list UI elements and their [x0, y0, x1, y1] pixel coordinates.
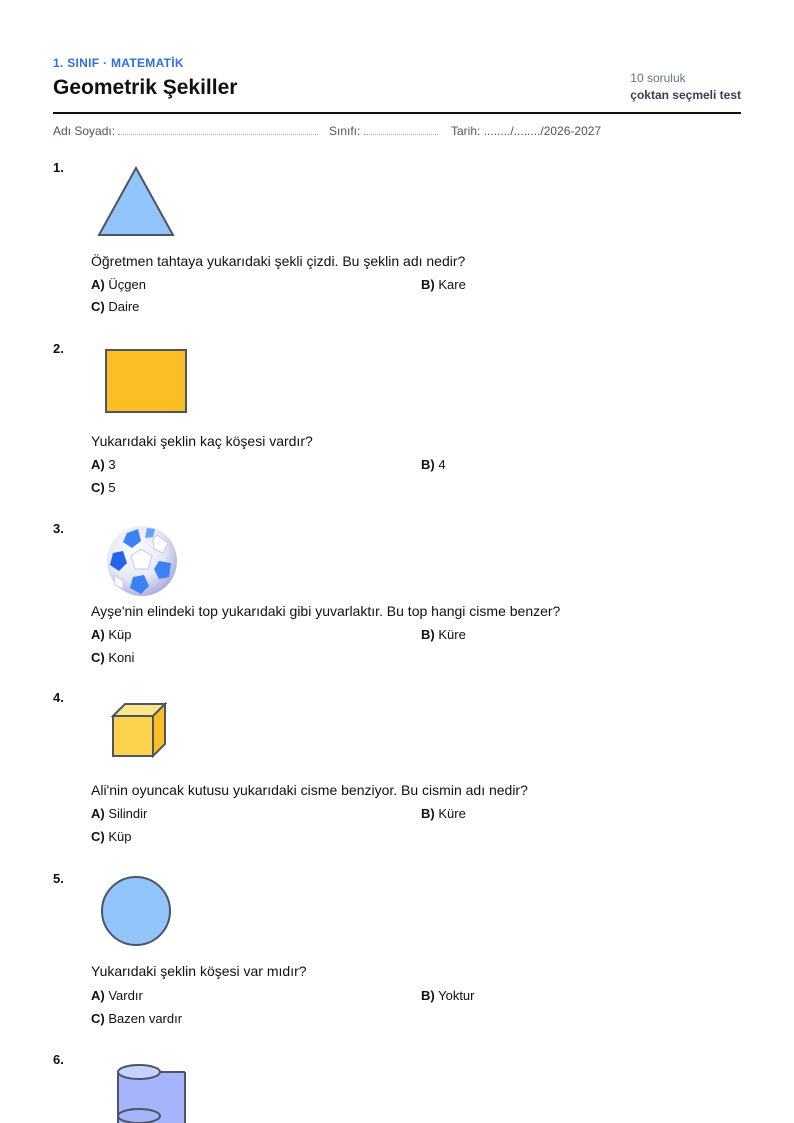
question-text: Ali'nin oyuncak kutusu yukarıdaki cisme benziyor. Bu cismin adı nedir? — [91, 782, 528, 798]
option-b[interactable]: B) Kare — [421, 277, 466, 292]
option-b[interactable]: B) Yoktur — [421, 988, 475, 1003]
name-field[interactable] — [53, 124, 318, 138]
option-a[interactable]: A) 3 — [91, 457, 116, 472]
option-c[interactable]: C) Koni — [91, 650, 135, 665]
option-b[interactable]: B) Küre — [421, 806, 466, 821]
class-blank[interactable] — [364, 124, 438, 135]
question-number: 4. — [53, 690, 64, 705]
test-meta — [630, 71, 741, 102]
option-a[interactable]: A) Üçgen — [91, 277, 146, 292]
option-c[interactable]: C) Küp — [91, 829, 132, 844]
question-text: Ayşe'nin elindeki top yukarıdaki gibi yuvarlaktır. Bu top hangi cisme benzer? — [91, 603, 561, 619]
option-c[interactable]: C) 5 — [91, 480, 116, 495]
option-a[interactable]: A) Küp — [91, 627, 132, 642]
question-number: 5. — [53, 871, 64, 886]
rectangle-icon — [97, 347, 187, 417]
option-a[interactable]: A) Silindir — [91, 806, 148, 821]
class-label: Sınıfı: — [329, 124, 361, 138]
question-number: 1. — [53, 160, 64, 175]
circle-icon — [97, 875, 177, 947]
question-number: 2. — [53, 341, 64, 356]
cylinder-icon — [97, 1064, 187, 1123]
subject-label: 1. SINIF · MATEMATİK — [53, 56, 184, 70]
question-text: Öğretmen tahtaya yukarıdaki şekli çizdi. Bu şeklin adı nedir? — [91, 253, 466, 269]
question-count: 10 soruluk — [630, 71, 686, 85]
option-a[interactable]: A) Vardır — [91, 988, 143, 1003]
question-text: Yukarıdaki şeklin köşesi var mıdır? — [91, 963, 307, 979]
date-label: Tarih: — [451, 124, 481, 138]
option-b[interactable]: B) Küre — [421, 627, 466, 642]
date-value: ......../......../2026-2027 — [483, 124, 602, 138]
cube-icon — [97, 700, 177, 762]
question-text: Yukarıdaki şeklin kaç köşesi vardır? — [91, 433, 313, 449]
option-c[interactable]: C) Bazen vardır — [91, 1011, 183, 1026]
worksheet-header — [53, 54, 741, 114]
class-field[interactable] — [329, 124, 438, 138]
test-type: çoktan seçmeli test — [630, 88, 741, 102]
question-number: 3. — [53, 521, 64, 536]
option-c[interactable]: C) Daire — [91, 299, 140, 314]
name-label: Adı Soyadı: — [53, 124, 116, 138]
date-field[interactable] — [451, 124, 601, 138]
soccer-ball-icon — [97, 523, 177, 599]
option-b[interactable]: B) 4 — [421, 457, 446, 472]
page-title: Geometrik Şekiller — [53, 76, 238, 99]
name-blank[interactable] — [118, 124, 318, 135]
question-number: 6. — [53, 1052, 64, 1067]
triangle-icon — [97, 162, 177, 238]
